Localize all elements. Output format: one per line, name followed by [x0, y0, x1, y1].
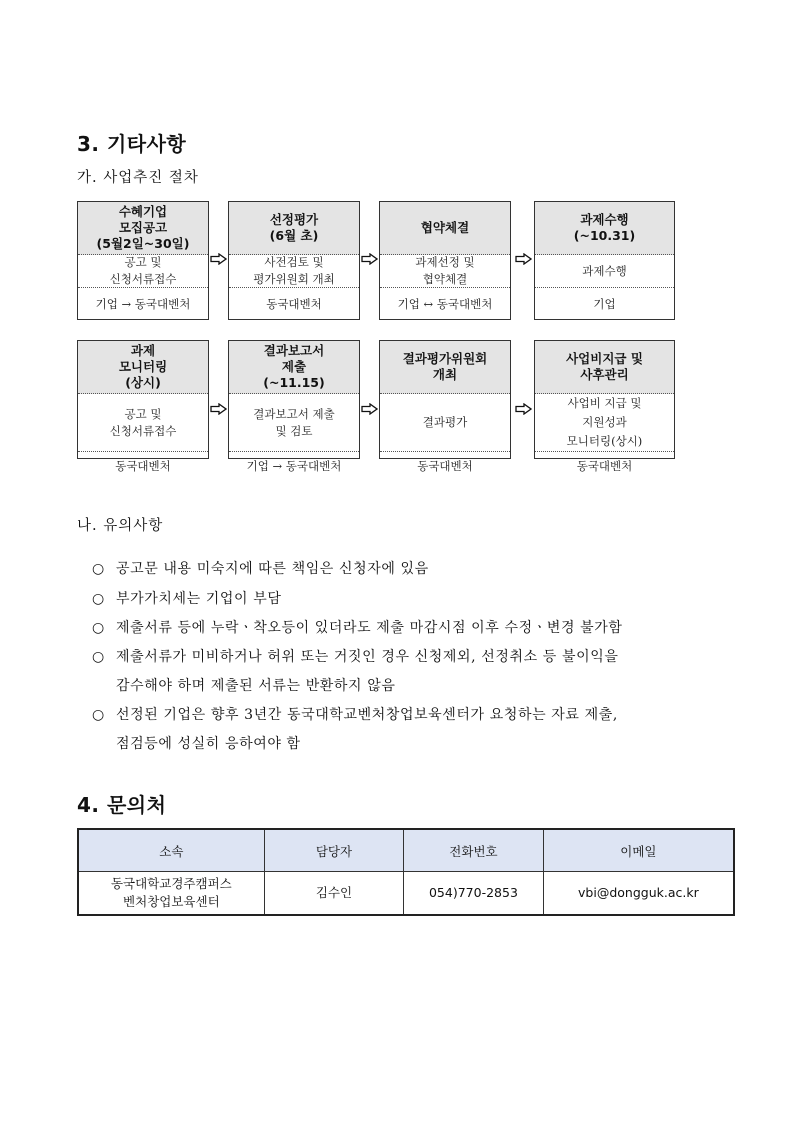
column-header-org: 소속 — [78, 829, 264, 872]
subsection-a-title: 가. 사업추진 절차 — [77, 170, 199, 186]
arrow-right-icon — [361, 253, 378, 265]
table-row — [78, 872, 734, 916]
section-3-title: 3. 기타사항 — [77, 132, 187, 156]
process-box-head: 결과평가위원회 개최 — [380, 341, 510, 394]
process-box-desc: 공고 및 신청서류접수 — [78, 255, 208, 288]
process-box-payment — [534, 340, 675, 473]
notice-item: ○ 선정된 기업은 향후 3년간 동국대학교벤처창업보육센터가 요청하는 자료 제출, — [92, 707, 618, 723]
process-box-evaluation — [379, 340, 511, 473]
notice-item: ○ 공고문 내용 미숙지에 따른 책임은 신청자에 있음 — [92, 561, 429, 577]
cell-person: 김수인 — [264, 872, 403, 916]
subsection-b-title: 나. 유의사항 — [77, 518, 164, 534]
process-box-actor: 기업 ↔ 동국대벤처 — [397, 296, 493, 311]
process-box-desc: 공고 및 신청서류접수 — [78, 394, 208, 452]
process-box-actor: 기업 — [593, 296, 616, 311]
arrow-right-icon — [515, 253, 532, 265]
circle-bullet-icon: ○ — [92, 707, 105, 723]
process-box-head: 과제 모니터링 (상시) — [78, 341, 208, 394]
process-box-desc: 사전검토 및 평가위원회 개최 — [229, 255, 359, 288]
table-header-row — [78, 829, 734, 872]
circle-bullet-icon: ○ — [92, 620, 105, 636]
process-box-selection — [228, 201, 360, 320]
process-box-head: 협약체결 — [380, 202, 510, 255]
process-box-desc: 사업비 지급 및 지원성과 모니터링(상시) — [535, 394, 674, 452]
section-4-title: 4. 문의처 — [77, 793, 167, 817]
notice-item: ○ 제출서류 등에 누락ㆍ착오등이 있더라도 제출 마감시점 이후 수정ㆍ변경 불가함 — [92, 620, 623, 636]
process-box-recruit — [77, 201, 209, 320]
process-box-desc: 결과평가 — [380, 394, 510, 452]
arrow-right-icon — [210, 253, 227, 265]
notice-item: ○ 부가가치세는 기업이 부담 — [92, 591, 282, 607]
process-box-monitoring — [77, 340, 209, 473]
process-box-actor: 동국대벤처 — [417, 459, 473, 473]
cell-phone: 054)770-2853 — [404, 872, 544, 916]
cell-org: 동국대학교경주캠퍼스 벤처창업보육센터 — [78, 872, 264, 916]
arrow-right-icon — [515, 403, 532, 415]
contact-table — [77, 828, 735, 916]
cell-email[interactable]: vbi@dongguk.ac.kr — [543, 872, 734, 916]
process-box-agreement — [379, 201, 511, 320]
process-box-desc: 과제선정 및 협약체결 — [380, 255, 510, 288]
process-box-head: 결과보고서 제출 (~11.15) — [229, 341, 359, 394]
circle-bullet-icon: ○ — [92, 591, 105, 607]
process-box-head: 선정평가 (6월 초) — [229, 202, 359, 255]
column-header-email: 이메일 — [543, 829, 734, 872]
notice-item: ○ 제출서류가 미비하거나 허위 또는 거짓인 경우 신청제외, 선정취소 등 불이익을 — [92, 649, 619, 665]
column-header-person: 담당자 — [264, 829, 403, 872]
arrow-right-icon — [210, 403, 227, 415]
process-box-head: 과제수행 (~10.31) — [535, 202, 674, 255]
notice-item-continued: 감수해야 하며 제출된 서류는 반환하지 않음 — [116, 678, 396, 694]
process-box-actor: 기업 → 동국대벤처 — [95, 296, 191, 311]
column-header-phone: 전화번호 — [404, 829, 544, 872]
process-box-actor: 동국대벤처 — [115, 459, 171, 473]
process-box-actor: 동국대벤처 — [576, 459, 633, 473]
notice-item-continued: 점검등에 성실히 응하여야 함 — [116, 736, 301, 752]
process-box-actor: 기업 → 동국대벤처 — [246, 459, 342, 473]
process-box-report — [228, 340, 360, 473]
process-box-actor: 동국대벤처 — [266, 296, 322, 311]
process-box-execution — [534, 201, 675, 320]
process-box-head: 수혜기업 모집공고 (5월2일~30일) — [78, 202, 208, 255]
process-box-head: 사업비지급 및 사후관리 — [535, 341, 674, 394]
process-box-desc: 과제수행 — [535, 255, 674, 288]
process-box-desc: 결과보고서 제출 및 검토 — [229, 394, 359, 452]
circle-bullet-icon: ○ — [92, 649, 105, 665]
arrow-right-icon — [361, 403, 378, 415]
circle-bullet-icon: ○ — [92, 561, 105, 577]
